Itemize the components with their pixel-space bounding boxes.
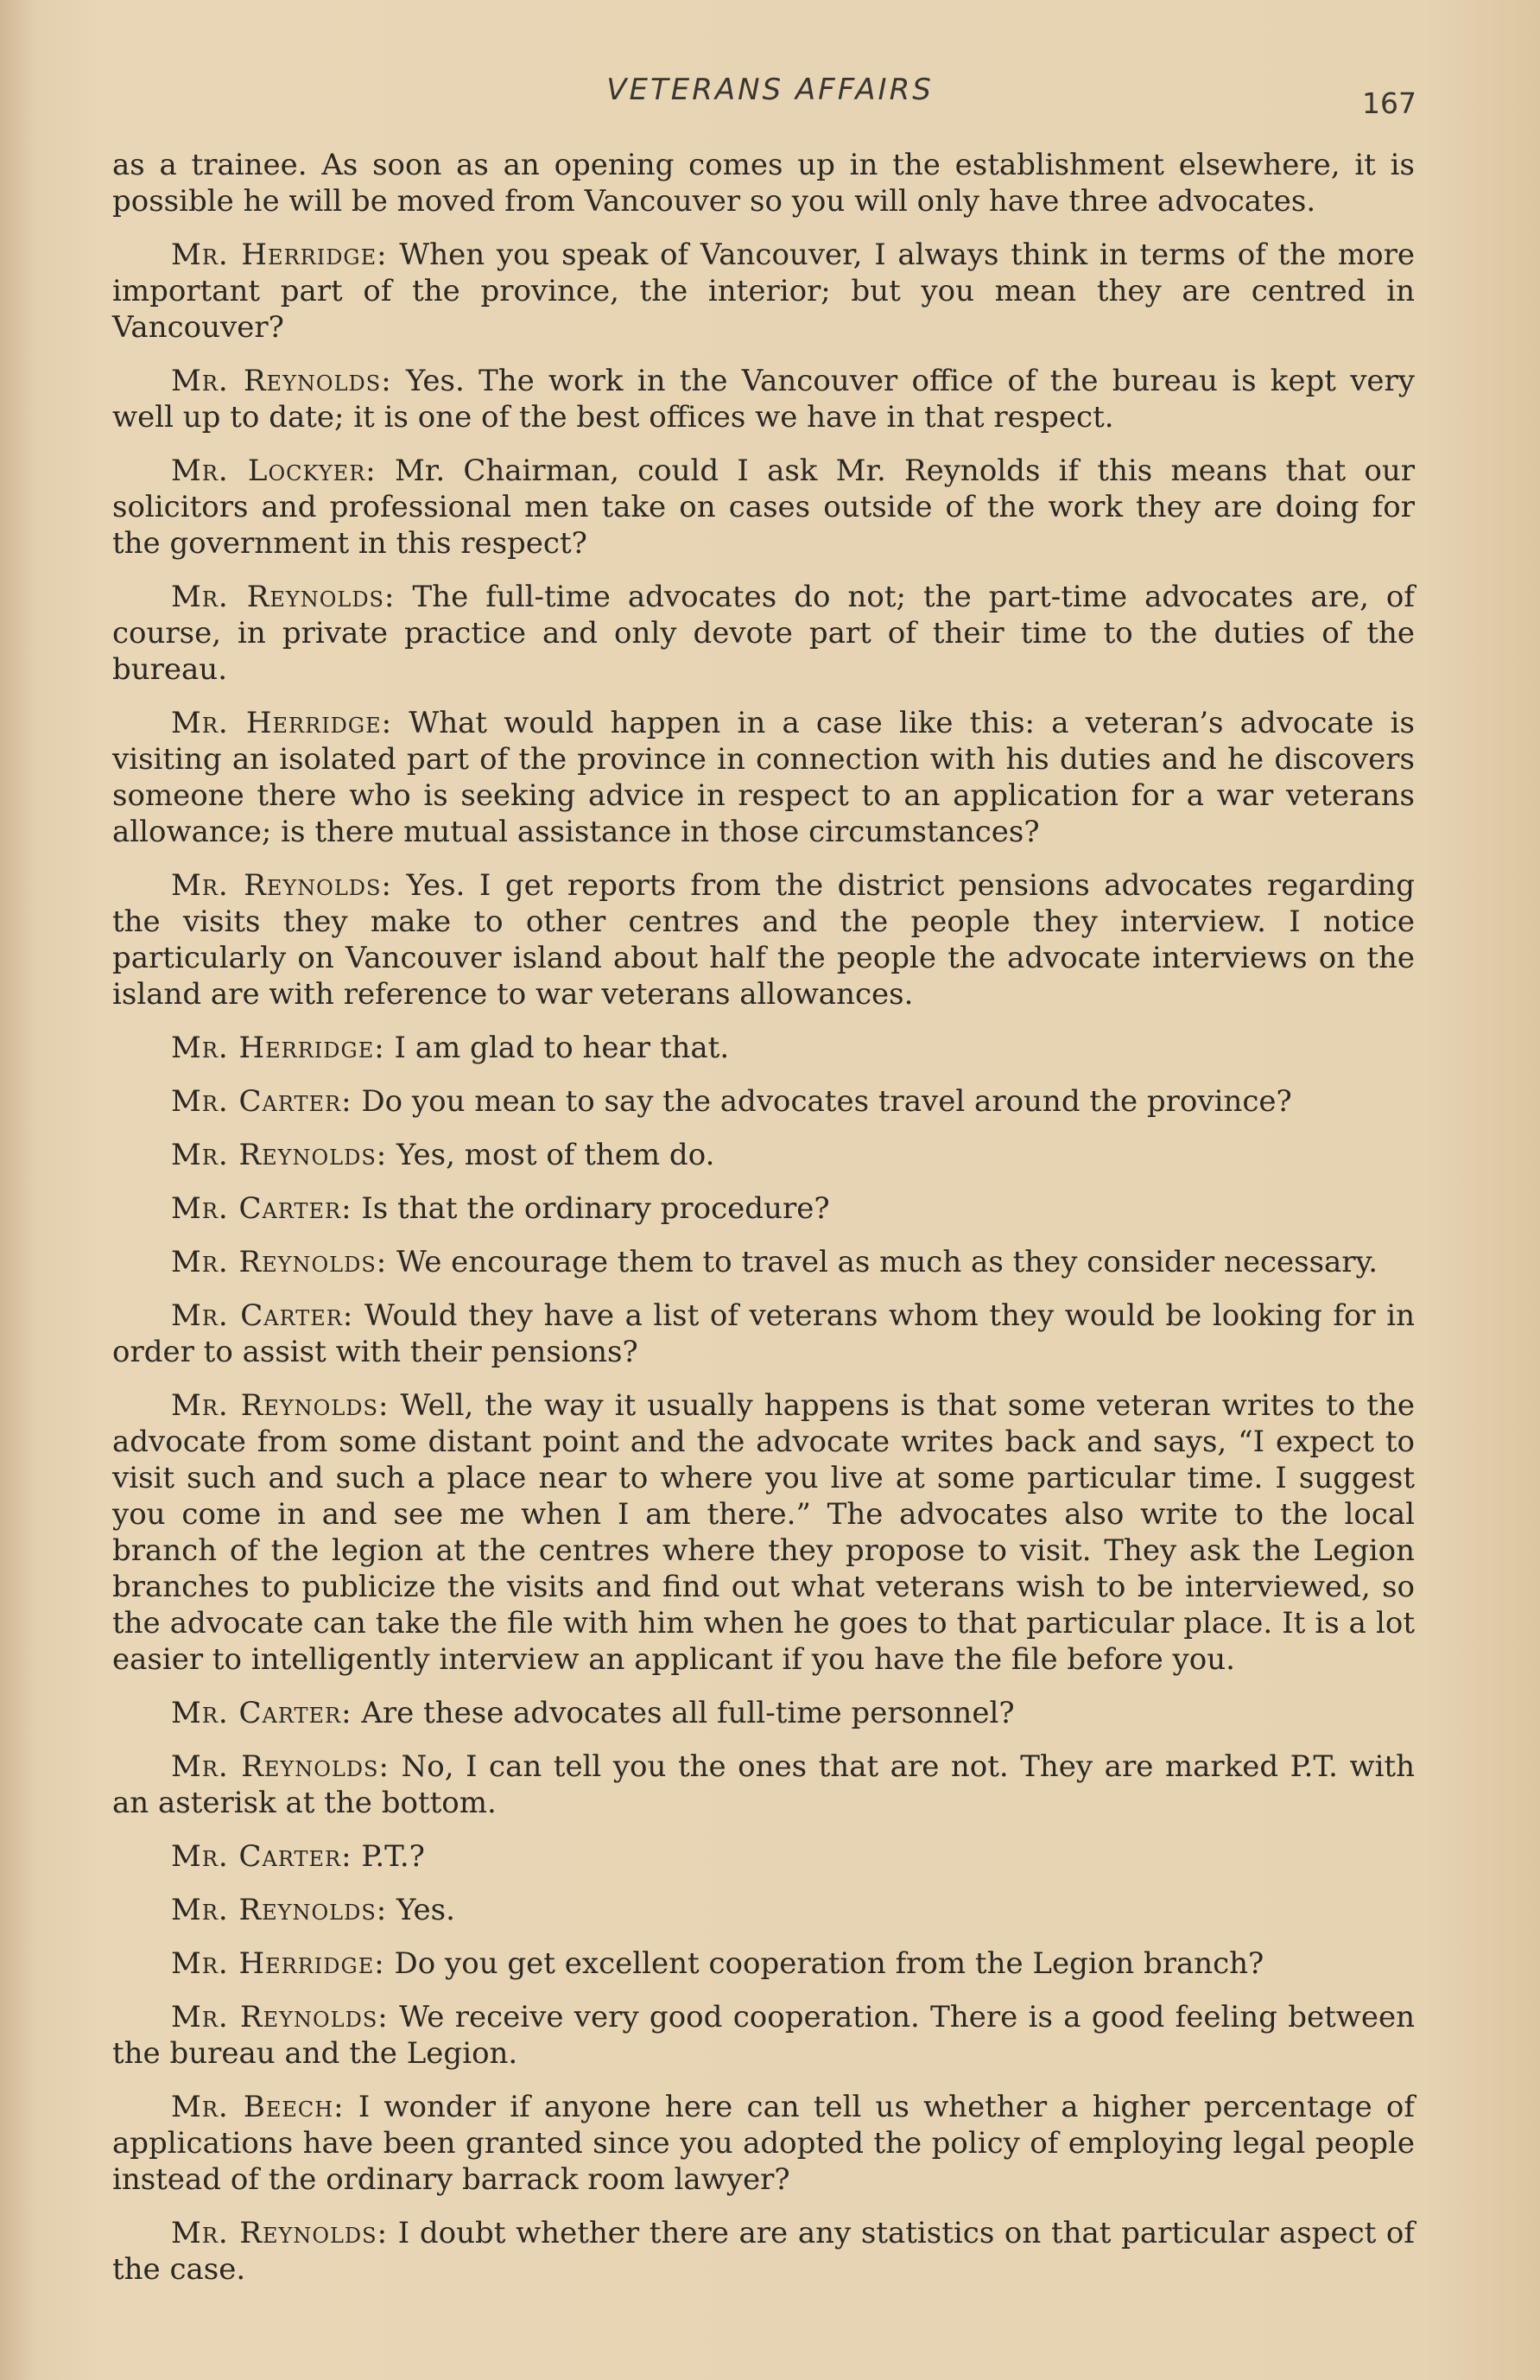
speaker-name: Mr. Reynolds:	[171, 2216, 389, 2250]
paragraph	[112, 1083, 1415, 1120]
paragraph-text: Do you get excellent cooperation from the Legion branch?	[394, 1946, 1264, 1981]
paragraph-text: Well, the way it usually happens is that some veteran writes to the advocate from some distant point and the advocate writes back and says, “I expect to visit such and such a place near to where you live at some particular time. I suggest you come in and see me when I am there.” The advocates also write to the local branch of the legion at the centres where they propose to visit. They ask the Legion branches to publicize the visits and find out what veterans wish to be interviewed, so the advocate can take the file with him when he goes to that particular place. It is a lot easier to intelligently interview an applicant if you have the file before you.	[112, 1388, 1415, 1677]
paragraph-text: Are these advocates all full-time personnel?	[361, 1696, 1015, 1730]
paragraph	[112, 1387, 1415, 1678]
speaker-name: Mr. Reynolds:	[171, 1388, 390, 1423]
paragraph-text: Do you mean to say the advocates travel around the province?	[361, 1084, 1292, 1119]
speaker-name: Mr. Lockyer:	[171, 454, 377, 488]
speaker-name: Mr. Carter:	[171, 1084, 352, 1119]
paragraph	[112, 2215, 1415, 2288]
speaker-name: Mr. Reynolds:	[171, 1138, 388, 1172]
speaker-name: Mr. Herridge:	[171, 1031, 385, 1065]
paragraph-text: Mr. Chairman, could I ask Mr. Reynolds if this means that our solicitors and professional men take on cases outside of the work they are doing for the government in this respect?	[112, 454, 1416, 561]
transcript-body	[112, 147, 1415, 2305]
paragraph-text: I wonder if anyone here can tell us whether a higher percentage of applications have been granted since you adopted the policy of employing legal people instead of the ordinary barrack room lawyer?	[112, 2090, 1415, 2197]
paragraph	[112, 1999, 1415, 2072]
paragraph	[112, 1030, 1415, 1066]
speaker-name: Mr. Carter:	[171, 1191, 352, 1226]
paragraph-text: The full-time advocates do not; the part-time advocates are, of course, in private practice and only devote part of their time to the duties of the bureau.	[112, 580, 1415, 687]
paragraph	[112, 1695, 1415, 1731]
paragraph	[112, 1190, 1415, 1227]
paragraph	[112, 1137, 1415, 1173]
paragraph-text: Is that the ordinary procedure?	[361, 1191, 830, 1226]
paragraph	[112, 1945, 1415, 1982]
paragraph-text: P.T.?	[361, 1839, 425, 1874]
paragraph-text: as a trainee. As soon as an opening comes up in the establishment elsewhere, it is possible he will be moved from Vancouver so you will only have three advocates.	[112, 148, 1415, 219]
paragraph	[112, 147, 1415, 219]
paragraph-text: We receive very good cooperation. There is a good feeling between the bureau and the Legion.	[112, 2000, 1415, 2071]
speaker-name: Mr. Herridge:	[171, 1946, 385, 1981]
paragraph	[112, 237, 1415, 346]
speaker-name: Mr. Reynolds:	[171, 364, 392, 398]
paragraph-text: Yes, most of them do.	[396, 1138, 715, 1172]
speaker-name: Mr. Reynolds:	[171, 1749, 390, 1784]
running-head: VETERANS AFFAIRS	[606, 73, 934, 107]
speaker-name: Mr. Carter:	[171, 1298, 354, 1333]
paragraph-text: I doubt whether there are any statistics on that particular aspect of the case.	[112, 2216, 1415, 2287]
speaker-name: Mr. Reynolds:	[171, 868, 392, 903]
speaker-name: Mr. Herridge:	[171, 238, 388, 272]
paragraph	[112, 453, 1415, 562]
paragraph	[112, 363, 1415, 435]
page-number: 167	[1362, 86, 1416, 120]
paragraph	[112, 705, 1415, 850]
paragraph-text: Yes. The work in the Vancouver office of the bureau is kept very well up to date; it is one of the best offices we have in that respect.	[112, 364, 1415, 435]
paragraph-text: Would they have a list of veterans whom they would be looking for in order to assist with their pensions?	[112, 1298, 1415, 1369]
speaker-name: Mr. Herridge:	[171, 706, 393, 740]
speaker-name: Mr. Reynolds:	[171, 2000, 389, 2034]
paragraph	[112, 579, 1415, 688]
speaker-name: Mr. Carter:	[171, 1696, 352, 1730]
speaker-name: Mr. Reynolds:	[171, 1245, 388, 1279]
paragraph-text: Yes. I get reports from the district pensions advocates regarding the visits they make to other centres and the people they interview. I notice particularly on Vancouver island about half the people the advocate interviews on the island are with reference to war veterans allowances.	[112, 868, 1415, 1012]
paragraph-text: When you speak of Vancouver, I always think in terms of the more important part of the province, the interior; but you mean they are centred in Vancouver?	[112, 238, 1415, 345]
paragraph	[112, 1892, 1415, 1928]
speaker-name: Mr. Beech:	[171, 2090, 345, 2124]
paragraph-text: We encourage them to travel as much as they consider necessary.	[396, 1245, 1378, 1279]
paragraph	[112, 867, 1415, 1012]
paragraph	[112, 2089, 1415, 2198]
paragraph	[112, 1244, 1415, 1280]
paragraph	[112, 1298, 1415, 1370]
page-header	[0, 73, 1540, 124]
speaker-name: Mr. Reynolds:	[171, 1893, 388, 1927]
speaker-name: Mr. Carter:	[171, 1839, 352, 1874]
paragraph	[112, 1749, 1415, 1821]
speaker-name: Mr. Reynolds:	[171, 580, 396, 614]
paragraph-text: What would happen in a case like this: a veteran’s advocate is visiting an isolated part of the province in connection with his duties and he discovers someone there who is seeking advice in respect to an application for a war veterans allowance; is there mutual assistance in those circumstances?	[112, 706, 1415, 849]
paragraph-text: No, I can tell you the ones that are not. They are marked P.T. with an asterisk at the bottom.	[112, 1749, 1415, 1820]
paragraph-text: I am glad to hear that.	[394, 1031, 730, 1065]
paragraph-text: Yes.	[396, 1893, 455, 1927]
paragraph	[112, 1838, 1415, 1875]
